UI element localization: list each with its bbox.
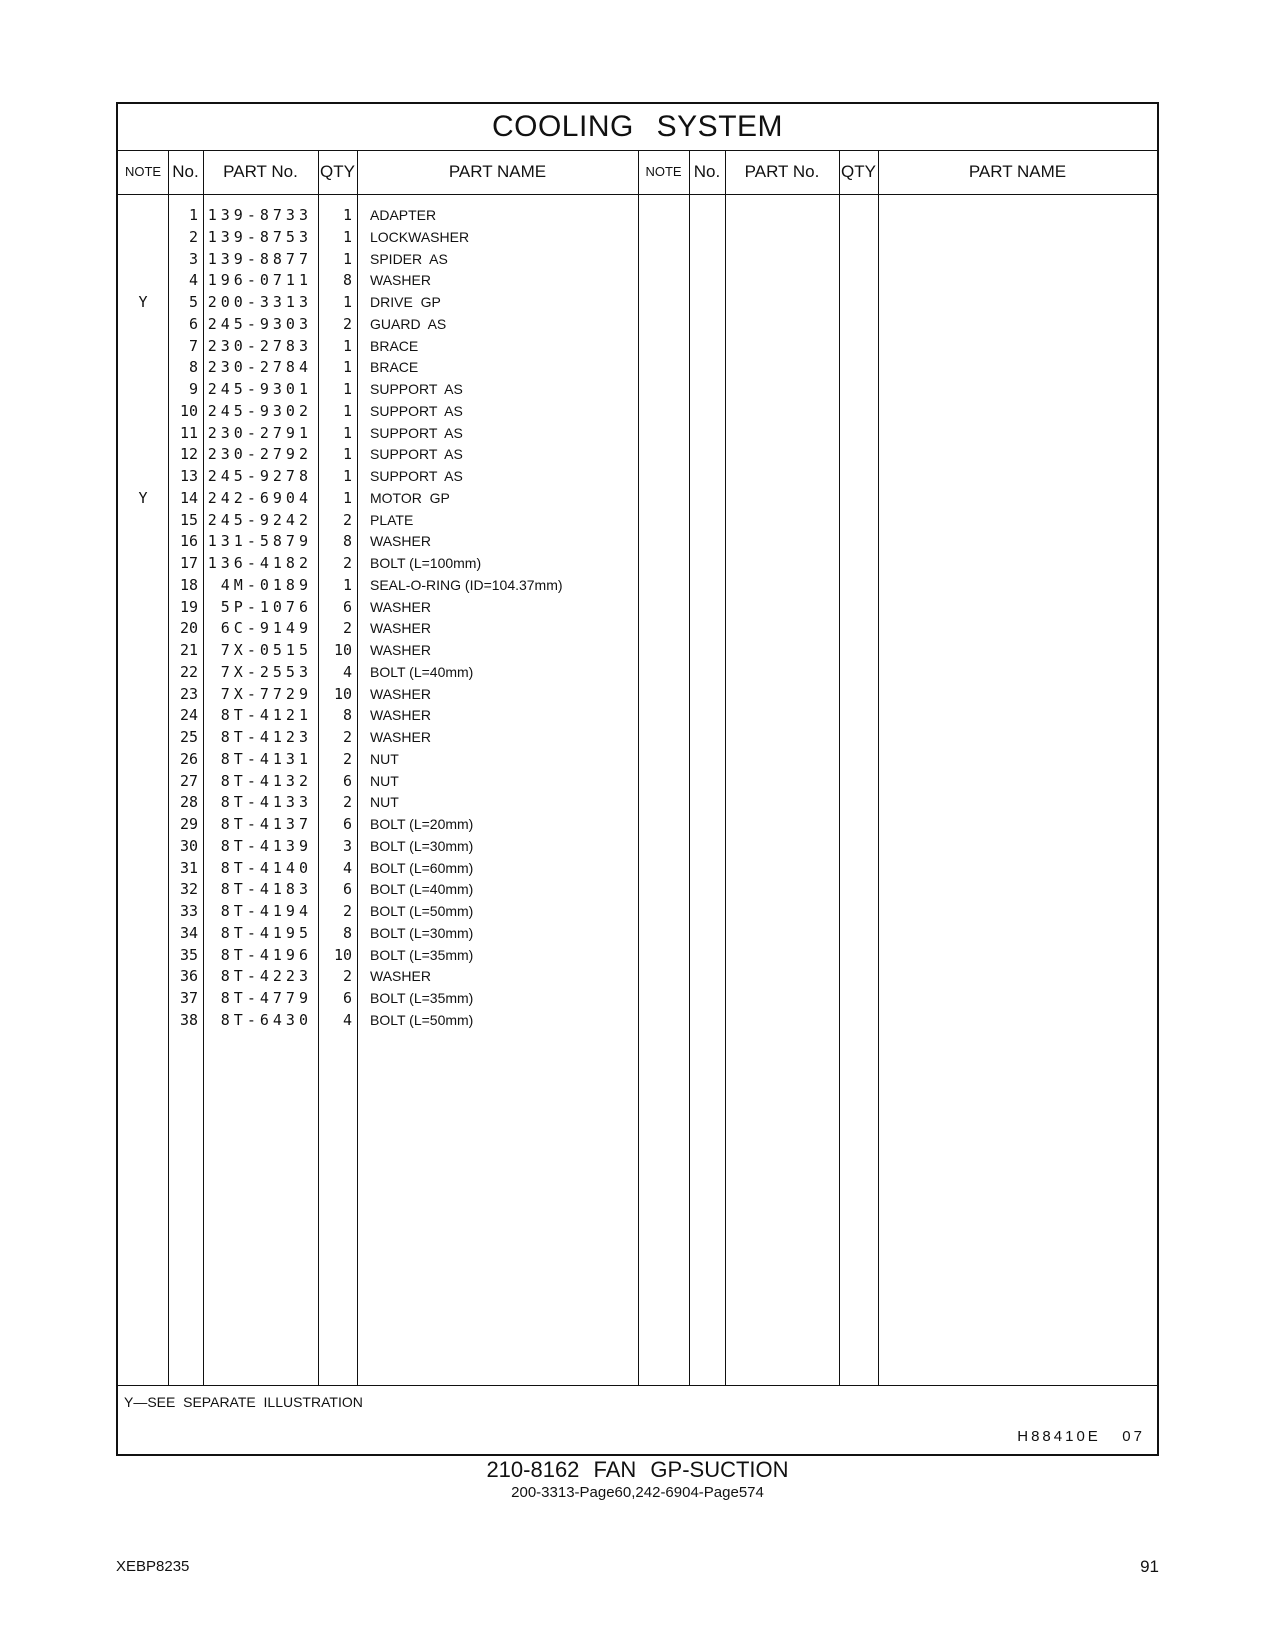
table-row (118, 356, 1157, 378)
quantity-cell: 1 (342, 380, 352, 398)
item-number-cell: 23 (179, 684, 198, 703)
note-cell (118, 422, 168, 444)
part-number-cell: 8T-4121 (220, 706, 312, 725)
part-name-cell: BOLT (L=60mm) (370, 859, 474, 876)
note-cell: Y (138, 293, 148, 311)
table-row (118, 813, 1157, 835)
table-row (118, 226, 1157, 248)
item-number-cell: 19 (179, 597, 198, 616)
part-number-cell: 8T-4779 (220, 989, 312, 1007)
item-number-cell: 34 (179, 923, 198, 942)
table-row (118, 639, 1157, 661)
table-row (118, 900, 1157, 922)
table-row (118, 661, 1157, 683)
item-number-cell: 4 (188, 271, 198, 290)
part-name-cell: WASHER (370, 729, 431, 745)
item-number-cell: 31 (179, 858, 198, 877)
part-number-cell: 200-3313 (207, 293, 312, 311)
note-cell (118, 987, 168, 1009)
header-note-left: NOTE (124, 164, 162, 179)
quantity-cell: 1 (342, 358, 352, 377)
quantity-cell: 2 (342, 619, 352, 638)
part-name-cell: BOLT (L=100mm) (370, 555, 482, 571)
item-number-cell: 32 (179, 880, 198, 899)
item-number-cell: 37 (179, 989, 198, 1007)
item-number-cell: 12 (179, 445, 198, 464)
table-row (118, 422, 1157, 444)
part-name-cell: BRACE (370, 359, 419, 376)
table-row (118, 530, 1157, 552)
footnote-text: Y—SEE SEPARATE ILLUSTRATION (124, 1394, 363, 1410)
header-no-left: No. (172, 162, 199, 181)
table-row (118, 1009, 1157, 1031)
quantity-cell: 6 (342, 771, 352, 790)
part-name-cell: WASHER (370, 968, 431, 985)
quantity-cell: 10 (333, 945, 352, 964)
note-cell (118, 878, 168, 900)
note-cell (118, 574, 168, 596)
reference-code: H88410E 07 (1017, 1428, 1145, 1445)
part-name-cell: SUPPORT AS (370, 468, 463, 484)
part-number-cell: 7X-7729 (220, 684, 312, 703)
item-number-cell: 30 (179, 836, 198, 855)
table-row (118, 770, 1157, 792)
part-number-cell: 6C-9149 (220, 619, 312, 638)
part-name-cell: WASHER (370, 598, 431, 615)
part-number-cell: 196-0711 (207, 271, 312, 290)
part-name-cell: BOLT (L=50mm) (370, 1011, 474, 1028)
item-number-cell: 24 (179, 706, 198, 725)
part-name-cell: BOLT (L=40mm) (370, 881, 474, 898)
item-number-cell: 25 (179, 728, 198, 746)
part-number-cell: 8T-4223 (220, 967, 312, 986)
table-row (118, 835, 1157, 857)
part-name-cell: BOLT (L=30mm) (370, 837, 474, 854)
table-row (118, 335, 1157, 357)
table-row (118, 204, 1157, 226)
table-row (118, 944, 1157, 966)
item-number-cell: 16 (179, 532, 198, 551)
table-row (118, 378, 1157, 400)
note-cell (118, 857, 168, 879)
header-part-no-left: PART No. (223, 162, 298, 181)
quantity-cell: 2 (342, 902, 352, 920)
part-number-cell: 139-8733 (207, 206, 312, 224)
quantity-cell: 1 (342, 401, 352, 420)
table-row (118, 552, 1157, 574)
note-cell (118, 770, 168, 792)
table-row (118, 791, 1157, 813)
part-number-cell: 230-2783 (207, 336, 312, 355)
part-name-cell: SUPPORT AS (370, 402, 463, 419)
quantity-cell: 8 (342, 532, 352, 551)
item-number-cell: 9 (188, 380, 198, 398)
part-number-cell: 8T-4123 (220, 728, 312, 746)
item-number-cell: 18 (179, 575, 198, 594)
part-number-cell: 8T-4133 (220, 793, 312, 812)
quantity-cell: 10 (333, 684, 352, 703)
note-cell (118, 552, 168, 574)
note-cell (118, 922, 168, 944)
item-number-cell: 22 (179, 662, 198, 681)
table-row (118, 400, 1157, 422)
quantity-cell: 1 (342, 445, 352, 464)
part-name-cell: SUPPORT AS (370, 381, 463, 397)
quantity-cell: 1 (342, 227, 352, 246)
part-number-cell: 8T-6430 (220, 1010, 312, 1029)
item-number-cell: 13 (179, 467, 198, 485)
header-qty-right: QTY (841, 162, 876, 181)
table-title: COOLING SYSTEM (118, 104, 1157, 151)
item-number-cell: 10 (179, 401, 198, 420)
table-row (118, 574, 1157, 596)
note-cell (118, 748, 168, 770)
part-number-cell: 4M-0189 (220, 575, 312, 594)
document-id: XEBP8235 (116, 1558, 190, 1575)
part-number-cell: 136-4182 (207, 554, 312, 572)
part-number-cell: 8T-4140 (220, 858, 312, 877)
note-cell (118, 465, 168, 487)
part-name-cell: NUT (370, 794, 399, 811)
item-number-cell: 14 (179, 488, 198, 507)
part-number-cell: 139-8753 (207, 227, 312, 246)
quantity-cell: 8 (342, 706, 352, 725)
part-name-cell: SUPPORT AS (370, 446, 463, 463)
parts-table (116, 102, 1159, 1456)
part-number-cell: 242-6904 (207, 488, 312, 507)
part-number-cell: 131-5879 (207, 532, 312, 551)
item-number-cell: 27 (179, 771, 198, 790)
table-row (118, 443, 1157, 465)
note-cell (118, 704, 168, 726)
part-number-cell: 245-9303 (207, 314, 312, 333)
table-body (118, 194, 1157, 1385)
table-row (118, 291, 1157, 313)
note-cell (118, 226, 168, 248)
table-footer (118, 1385, 1157, 1455)
item-number-cell: 5 (188, 293, 198, 311)
note-cell (118, 813, 168, 835)
note-cell (118, 944, 168, 966)
part-name-cell: WASHER (370, 685, 431, 702)
part-number-cell: 7X-2553 (220, 662, 312, 681)
header-part-no-right: PART No. (744, 162, 820, 181)
note-cell: Y (138, 488, 148, 507)
part-name-cell: BOLT (L=50mm) (370, 903, 474, 919)
note-cell (118, 204, 168, 226)
part-number-cell: 8T-4132 (220, 771, 312, 790)
part-number-cell: 8T-4196 (220, 945, 312, 964)
note-cell (118, 965, 168, 987)
part-number-cell: 5P-1076 (220, 597, 312, 616)
note-cell (118, 443, 168, 465)
quantity-cell: 10 (333, 641, 352, 659)
note-cell (118, 335, 168, 357)
table-row (118, 704, 1157, 726)
part-name-cell: PLATE (370, 511, 414, 528)
item-number-cell: 28 (179, 793, 198, 812)
item-number-cell: 20 (179, 619, 198, 638)
table-row (118, 269, 1157, 291)
item-number-cell: 17 (179, 554, 198, 572)
note-cell (118, 1009, 168, 1031)
note-cell (118, 639, 168, 661)
item-number-cell: 2 (188, 227, 198, 246)
part-name-cell: SEAL-O-RING (ID=104.37mm) (370, 576, 563, 593)
note-cell (118, 596, 168, 618)
part-number-cell: 8T-4183 (220, 880, 312, 899)
page-number: 91 (1140, 1557, 1159, 1576)
item-number-cell: 6 (188, 314, 198, 333)
header-qty-left: QTY (320, 162, 355, 181)
part-number-cell: 230-2791 (207, 423, 312, 442)
table-row (118, 748, 1157, 770)
note-cell (118, 313, 168, 335)
part-number-cell: 8T-4137 (220, 815, 312, 833)
note-cell (118, 378, 168, 400)
item-number-cell: 3 (188, 249, 198, 268)
note-cell (118, 356, 168, 378)
part-number-cell: 245-9242 (207, 510, 312, 529)
table-row (118, 313, 1157, 335)
part-name-cell: NUT (370, 772, 399, 789)
quantity-cell: 1 (342, 467, 352, 485)
part-name-cell: WASHER (370, 642, 431, 658)
table-row (118, 857, 1157, 879)
item-number-cell: 26 (179, 749, 198, 768)
part-name-cell: BOLT (L=40mm) (370, 663, 474, 680)
part-number-cell: 7X-0515 (220, 641, 312, 659)
table-row (118, 922, 1157, 944)
header-part-name-right: PART NAME (968, 162, 1067, 181)
quantity-cell: 8 (342, 923, 352, 942)
quantity-cell: 1 (342, 249, 352, 268)
item-number-cell: 8 (188, 358, 198, 377)
note-cell (118, 835, 168, 857)
quantity-cell: 2 (342, 314, 352, 333)
part-name-cell: BOLT (L=20mm) (370, 816, 474, 832)
item-number-cell: 29 (179, 815, 198, 833)
item-number-cell: 38 (179, 1010, 198, 1029)
part-name-cell: SPIDER AS (370, 250, 448, 267)
part-number-cell: 230-2792 (207, 445, 312, 464)
part-name-cell: LOCKWASHER (370, 228, 470, 245)
table-row (118, 683, 1157, 705)
quantity-cell: 2 (342, 510, 352, 529)
part-number-cell: 245-9278 (207, 467, 312, 485)
quantity-cell: 6 (342, 815, 352, 833)
quantity-cell: 8 (342, 271, 352, 290)
quantity-cell: 4 (342, 858, 352, 877)
note-cell (118, 269, 168, 291)
part-name-cell: SUPPORT AS (370, 424, 463, 441)
part-name-cell: ADAPTER (370, 207, 437, 223)
item-number-cell: 21 (179, 641, 198, 659)
part-name-cell: WASHER (370, 533, 431, 550)
quantity-cell: 1 (342, 206, 352, 224)
part-number-cell: 8T-4195 (220, 923, 312, 942)
note-cell (118, 248, 168, 270)
item-number-cell: 36 (179, 967, 198, 986)
part-name-cell: BOLT (L=30mm) (370, 924, 474, 941)
part-name-cell: WASHER (370, 620, 431, 637)
item-number-cell: 7 (188, 336, 198, 355)
quantity-cell: 2 (342, 728, 352, 746)
table-row (118, 465, 1157, 487)
table-row (118, 487, 1157, 509)
quantity-cell: 6 (342, 989, 352, 1007)
quantity-cell: 4 (342, 1010, 352, 1029)
caption-page-references: 200-3313-Page60,242-6904-Page574 (511, 1484, 764, 1501)
header-no-right: No. (693, 162, 721, 181)
table-row (118, 509, 1157, 531)
part-number-cell: 8T-4131 (220, 749, 312, 768)
table-row (118, 878, 1157, 900)
quantity-cell: 2 (342, 967, 352, 986)
part-number-cell: 245-9301 (207, 380, 312, 398)
note-cell (118, 509, 168, 531)
part-number-cell: 8T-4139 (220, 836, 312, 855)
quantity-cell: 6 (342, 597, 352, 616)
note-cell (118, 791, 168, 813)
part-name-cell: NUT (370, 750, 399, 767)
quantity-cell: 2 (342, 554, 352, 572)
part-name-cell: BOLT (L=35mm) (370, 990, 474, 1006)
note-cell (118, 900, 168, 922)
part-number-cell: 230-2784 (207, 358, 312, 377)
quantity-cell: 2 (342, 793, 352, 812)
note-cell (118, 683, 168, 705)
header-part-name-left: PART NAME (448, 162, 547, 181)
part-number-cell: 245-9302 (207, 401, 312, 420)
note-cell (118, 661, 168, 683)
part-name-cell: BOLT (L=35mm) (370, 946, 474, 963)
item-number-cell: 15 (179, 510, 198, 529)
part-name-cell: WASHER (370, 272, 431, 289)
part-name-cell: BRACE (370, 337, 419, 354)
note-cell (118, 617, 168, 639)
item-number-cell: 1 (188, 206, 198, 224)
quantity-cell: 2 (342, 749, 352, 768)
note-cell (118, 400, 168, 422)
part-number-cell: 8T-4194 (220, 902, 312, 920)
table-row (118, 248, 1157, 270)
item-number-cell: 11 (179, 423, 198, 442)
item-number-cell: 35 (179, 945, 198, 964)
header-note-right: NOTE (645, 164, 682, 179)
part-number-cell: 139-8877 (207, 249, 312, 268)
note-cell (118, 530, 168, 552)
quantity-cell: 1 (342, 423, 352, 442)
quantity-cell: 1 (342, 293, 352, 311)
quantity-cell: 1 (342, 336, 352, 355)
table-row (118, 987, 1157, 1009)
quantity-cell: 6 (342, 880, 352, 899)
table-row (118, 726, 1157, 748)
note-cell (118, 726, 168, 748)
table-row (118, 965, 1157, 987)
part-name-cell: DRIVE GP (370, 294, 441, 310)
part-name-cell: GUARD AS (370, 315, 447, 332)
illustration-caption: 210-8162 FAN GP-SUCTION (486, 1457, 789, 1482)
quantity-cell: 1 (342, 575, 352, 594)
table-row (118, 617, 1157, 639)
part-name-cell: WASHER (370, 707, 431, 724)
quantity-cell: 1 (342, 488, 352, 507)
table-row (118, 596, 1157, 618)
part-name-cell: MOTOR GP (370, 489, 450, 506)
quantity-cell: 4 (342, 662, 352, 681)
quantity-cell: 3 (342, 836, 352, 855)
item-number-cell: 33 (179, 902, 198, 920)
